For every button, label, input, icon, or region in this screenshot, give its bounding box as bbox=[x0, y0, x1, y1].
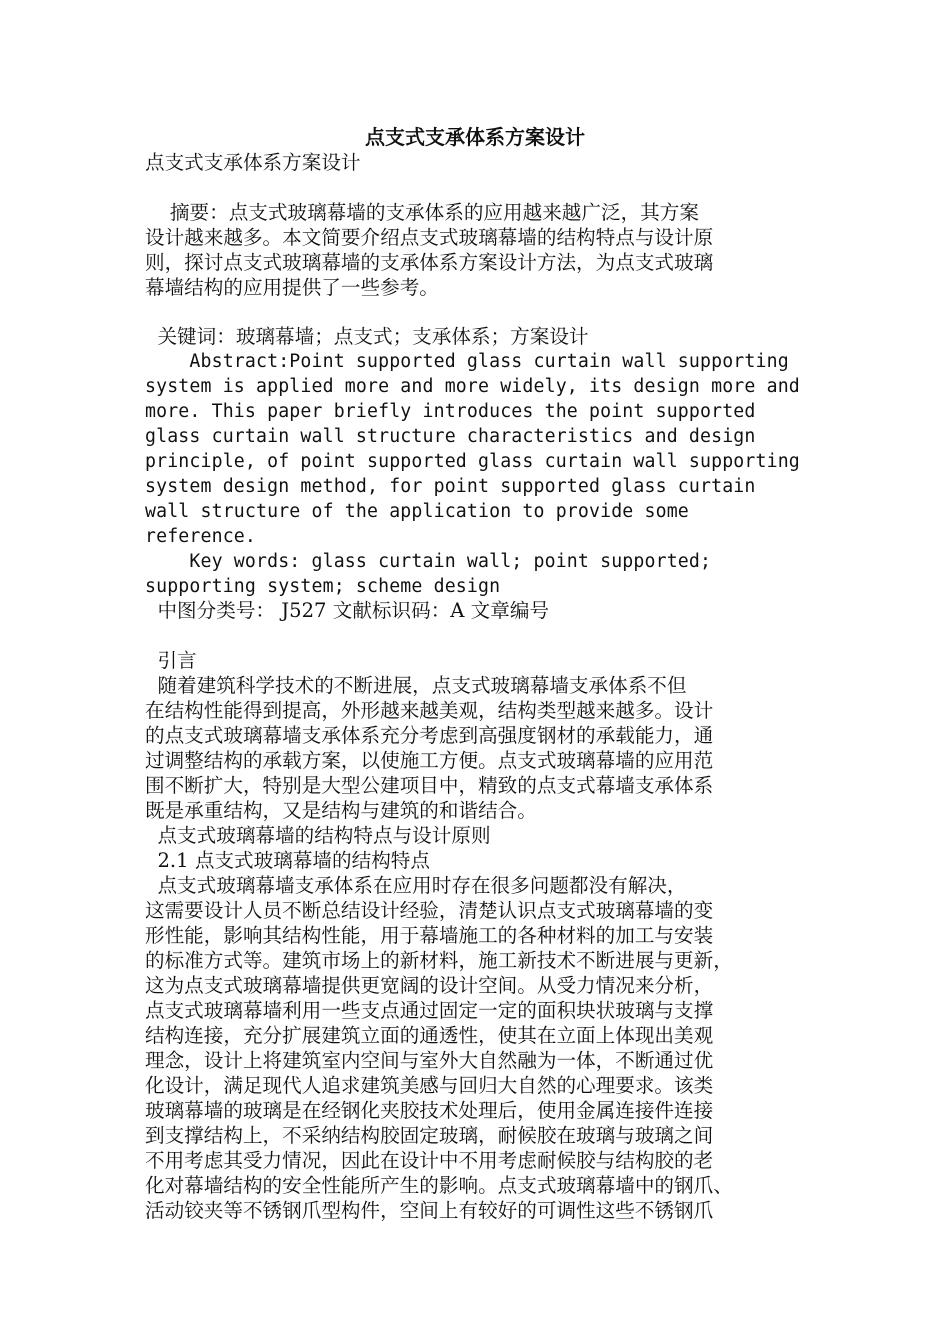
body-paragraph-line: 这为点支式玻璃幕墙提供更宽阔的设计空间。从受力情况来分析， bbox=[145, 974, 714, 997]
abstract-cn-line: 摘要：点支式玻璃幕墙的支承体系的应用越来越广泛，其方案 bbox=[145, 201, 699, 224]
abstract-en-line: more. This paper briefly introduces the point supported bbox=[145, 401, 756, 422]
body-paragraph-line: 化对幕墙结构的安全性能所产生的影响。点支式玻璃幕墙中的钢爪、 bbox=[145, 1174, 733, 1197]
abstract-en-line: reference. bbox=[145, 526, 256, 547]
body-paragraph-line: 形性能，影响其结构性能，用于幕墙施工的各种材料的加工与安装 bbox=[145, 924, 714, 947]
intro-paragraph-line: 随着建筑科学技术的不断进展，点支式玻璃幕墙支承体系不但 bbox=[145, 674, 687, 697]
abstract-en-line: glass curtain wall structure characteristics and design bbox=[145, 426, 756, 447]
abstract-en-line: wall structure of the application to provide some bbox=[145, 501, 689, 522]
body-paragraph-line: 这需要设计人员不断总结设计经验，清楚认识点支式玻璃幕墙的变 bbox=[145, 899, 714, 922]
intro-paragraph-line: 在结构性能得到提高，外形越来越美观，结构类型越来越多。设计 bbox=[145, 699, 714, 722]
body-paragraph-line: 点支式玻璃幕墙支承体系在应用时存在很多问题都没有解决， bbox=[145, 874, 687, 897]
classification-line: 中图分类号： J527 文献标识码：A 文章编号 bbox=[145, 599, 550, 622]
body-paragraph-line: 玻璃幕墙的玻璃是在经钢化夹胶技术处理后，使用金属连接件连接 bbox=[145, 1099, 714, 1122]
body-paragraph-line: 的标准方式等。建筑市场上的新材料，施工新技术不断进展与更新， bbox=[145, 949, 733, 972]
body-paragraph-line: 化设计，满足现代人追求建筑美感与回归大自然的心理要求。该类 bbox=[145, 1074, 714, 1097]
intro-paragraph-line: 既是承重结构，又是结构与建筑的和谐结合。 bbox=[145, 799, 537, 822]
abstract-cn-line: 幕墙结构的应用提供了一些参考。 bbox=[145, 276, 439, 299]
body-paragraph-line: 理念，设计上将建筑室内空间与室外大自然融为一体，不断通过优 bbox=[145, 1049, 714, 1072]
abstract-cn-line: 设计越来越多。本文简要介绍点支式玻璃幕墙的结构特点与设计原 bbox=[145, 226, 714, 249]
abstract-en-line: system design method, for point supported glass curtain bbox=[145, 476, 756, 497]
keywords-en-line: Key words: glass curtain wall; point supported; bbox=[145, 551, 712, 572]
body-paragraph-line: 不用考虑其受力情况，因此在设计中不用考虑耐候胶与结构胶的老 bbox=[145, 1149, 714, 1172]
subsection-heading: 2.1 点支式玻璃幕墙的结构特点 bbox=[145, 849, 430, 872]
abstract-en-line: principle, of point supported glass curtain wall supporting bbox=[145, 451, 800, 472]
keywords-cn: 关键词：玻璃幕墙；点支式；支承体系；方案设计 bbox=[145, 325, 589, 348]
body-paragraph-line: 活动铰夹等不锈钢爪型构件，空间上有较好的可调性这些不锈钢爪 bbox=[145, 1199, 714, 1222]
abstract-en-line: Abstract:Point supported glass curtain wall supporting bbox=[145, 351, 789, 372]
intro-paragraph-line: 过调整结构的承载方案，以使施工方便。点支式玻璃幕墙的应用范 bbox=[145, 749, 714, 772]
keywords-en-line: supporting system; scheme design bbox=[145, 576, 501, 597]
abstract-cn-line: 则，探讨点支式玻璃幕墙的支承体系方案设计方法，为点支式玻璃 bbox=[145, 251, 714, 274]
body-paragraph-line: 到支撑结构上，不采纳结构胶固定玻璃，耐候胶在玻璃与玻璃之间 bbox=[145, 1124, 714, 1147]
document-subtitle: 点支式支承体系方案设计 bbox=[145, 151, 361, 174]
intro-paragraph-line: 的点支式玻璃幕墙支承体系充分考虑到高强度钢材的承载能力，通 bbox=[145, 724, 714, 747]
body-paragraph-line: 点支式玻璃幕墙利用一些支点通过固定一定的面积块状玻璃与支撑 bbox=[145, 999, 714, 1022]
intro-heading: 引言 bbox=[145, 649, 197, 672]
intro-paragraph-line: 围不断扩大，特别是大型公建项目中，精致的点支式幕墙支承体系 bbox=[145, 774, 714, 797]
section-heading: 点支式玻璃幕墙的结构特点与设计原则 bbox=[145, 824, 491, 847]
abstract-en-line: system is applied more and more widely, its design more and bbox=[145, 376, 800, 397]
body-paragraph-line: 结构连接，充分扩展建筑立面的通透性，使其在立面上体现出美观 bbox=[145, 1024, 714, 1047]
document-title: 点支式支承体系方案设计 bbox=[365, 125, 585, 149]
